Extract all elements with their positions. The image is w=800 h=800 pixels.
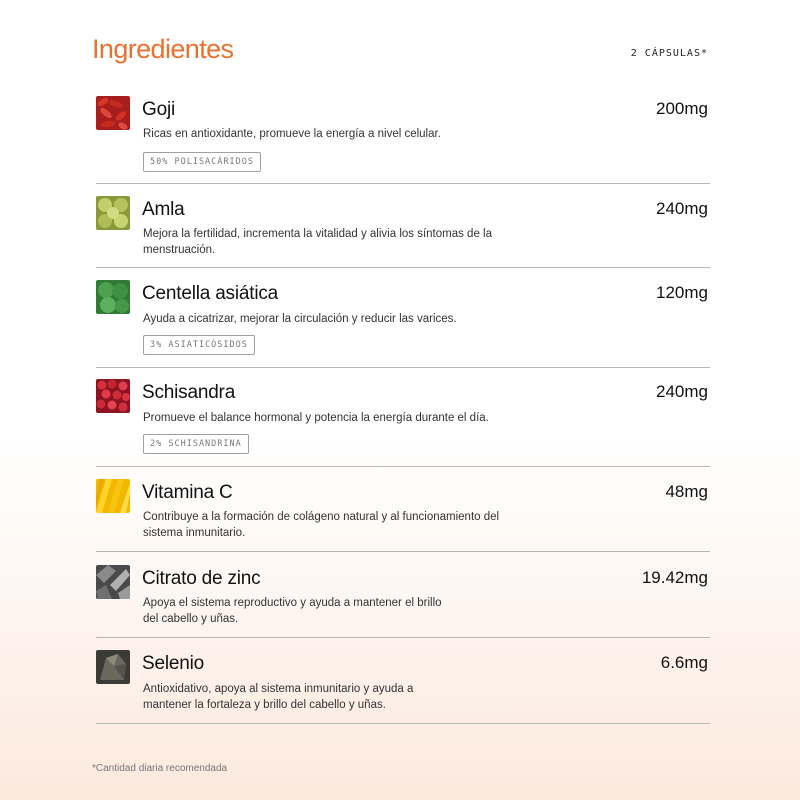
ingredient-amount: 240mg bbox=[656, 382, 708, 401]
description-line: mantener la fortaleza y brillo del cabello y uñas. bbox=[143, 699, 386, 711]
ingredient-name: Selenio bbox=[142, 653, 204, 674]
ingredient-description bbox=[143, 681, 543, 713]
ingredient-description: Ricas en antioxidante, promueve la energía a nivel celular. bbox=[143, 128, 441, 140]
ingredient-description bbox=[143, 226, 563, 258]
ingredient-description bbox=[143, 509, 563, 541]
ingredient-name: Citrato de zinc bbox=[142, 568, 261, 589]
ingredient-description: Promueve el balance hormonal y potencia la energía durante el día. bbox=[143, 412, 489, 424]
description-line: Antioxidativo, apoya al sistema inmunitario y ayuda a bbox=[143, 683, 414, 695]
ingredient-description bbox=[143, 595, 543, 627]
zinc-mineral-icon bbox=[96, 565, 130, 599]
ingredient-amount: 240mg bbox=[656, 199, 708, 218]
ingredient-description: Ayuda a cicatrizar, mejorar la circulación y reducir las varices. bbox=[143, 313, 457, 325]
page-title: Ingredientes bbox=[92, 34, 234, 64]
ingredient-tag: 3% ASIATICÓSIDOS bbox=[143, 335, 255, 355]
footnote: *Cantidad diaria recomendada bbox=[92, 763, 228, 774]
vitamin-c-fruit-icon bbox=[96, 479, 130, 513]
description-line: del cabello y uñas. bbox=[143, 613, 239, 625]
goji-berries-icon bbox=[96, 96, 130, 130]
ingredient-amount: 120mg bbox=[656, 283, 708, 302]
ingredient-row-selenio bbox=[96, 638, 710, 724]
description-line: Mejora la fertilidad, incrementa la vitalidad y alivia los síntomas de la bbox=[143, 228, 492, 240]
ingredient-name: Amla bbox=[142, 199, 185, 220]
ingredient-amount: 6.6mg bbox=[660, 653, 708, 672]
description-line: sistema inmunitario. bbox=[143, 527, 246, 539]
ingredient-tag: 50% POLISACÁRIDOS bbox=[143, 152, 261, 172]
ingredient-row-schisandra bbox=[96, 368, 710, 467]
ingredient-list bbox=[96, 94, 710, 724]
ingredient-name: Vitamina C bbox=[142, 482, 233, 503]
ingredient-name: Goji bbox=[142, 99, 175, 120]
capsules-label: 2 CÁPSULAS* bbox=[630, 48, 708, 59]
description-line: Apoya el sistema reproductivo y ayuda a mantener el brillo bbox=[143, 597, 442, 609]
amla-fruit-icon bbox=[96, 196, 130, 230]
ingredient-row-centella bbox=[96, 268, 710, 368]
ingredient-amount: 19.42mg bbox=[641, 568, 708, 587]
ingredient-tag: 2% SCHISANDRINA bbox=[143, 434, 249, 454]
centella-leaves-icon bbox=[96, 280, 130, 314]
ingredient-amount: 200mg bbox=[656, 99, 708, 118]
ingredient-amount: 48mg bbox=[665, 482, 708, 501]
selenium-mineral-icon bbox=[96, 650, 130, 684]
description-line: menstruación. bbox=[143, 244, 216, 256]
ingredient-row-vitamina-c bbox=[96, 467, 710, 552]
ingredient-name: Schisandra bbox=[142, 382, 236, 403]
header bbox=[92, 30, 710, 70]
ingredient-row-amla bbox=[96, 184, 710, 268]
ingredient-name: Centella asiática bbox=[142, 283, 279, 304]
schisandra-berries-icon bbox=[96, 379, 130, 413]
ingredient-row-zinc bbox=[96, 552, 710, 638]
ingredient-row-goji bbox=[96, 94, 710, 184]
description-line: Contribuye a la formación de colágeno natural y al funcionamiento del bbox=[143, 511, 500, 523]
